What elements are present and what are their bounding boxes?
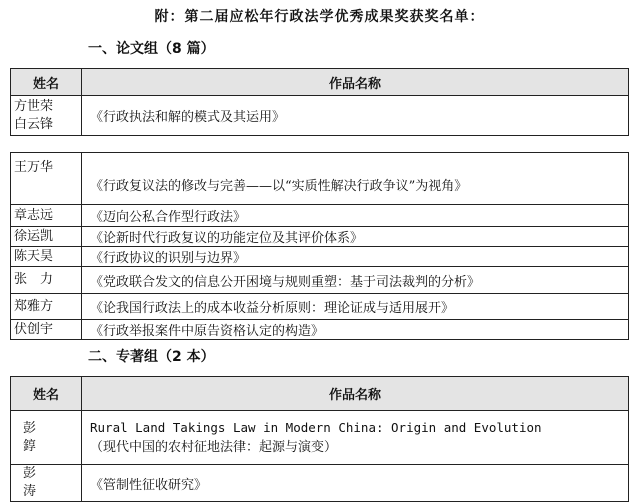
author-name: 白云锋 — [14, 116, 54, 132]
author-name: 徐运凯 — [11, 227, 82, 247]
work-subtitle: （现代中国的农村征地法律：起源与演变） — [90, 439, 338, 455]
section-heading-monographs: 二、专著组（2 本） — [88, 349, 215, 365]
header-name: 姓名 — [11, 69, 82, 96]
table-row — [11, 247, 629, 267]
work-title: 《行政执法和解的模式及其运用》 — [82, 96, 629, 136]
table-row — [11, 465, 629, 502]
header-name: 姓名 — [11, 377, 82, 411]
author-name: 彭 涛 — [11, 465, 82, 502]
table-row — [11, 294, 629, 320]
table-row — [11, 205, 629, 227]
page-title: 附：第二届应松年行政法学优秀成果奖获奖名单： — [154, 9, 485, 25]
table-header-row — [11, 69, 629, 96]
table-row — [11, 96, 629, 136]
work-title: 《迈向公私合作型行政法》 — [82, 205, 629, 227]
work-title-cell — [82, 411, 629, 465]
work-title: 《行政举报案件中原告资格认定的构造》 — [82, 320, 629, 340]
work-title: 《论我国行政法上的成本收益分析原则：理论证成与适用展开》 — [82, 294, 629, 320]
author-name: 彭 錞 — [11, 411, 82, 465]
work-title: 《论新时代行政复议的功能定位及其评价体系》 — [82, 227, 629, 247]
author-name: 张 力 — [11, 267, 82, 294]
work-title: Rural Land Takings Law in Modern China: Origin and Evolution — [90, 419, 542, 435]
author-name: 伏创宇 — [11, 320, 82, 340]
author-name: 章志远 — [11, 205, 82, 227]
work-title: 《党政联合发文的信息公开困境与规则重塑：基于司法裁判的分析》 — [82, 267, 629, 294]
work-title: 《管制性征收研究》 — [82, 465, 629, 502]
row-spacer — [11, 136, 629, 153]
table-row — [11, 320, 629, 340]
table-row — [11, 411, 629, 465]
table-header-row — [11, 377, 629, 411]
author-name: 王万华 — [11, 153, 82, 205]
header-work: 作品名称 — [82, 377, 629, 411]
table-row — [11, 227, 629, 247]
table-row — [11, 267, 629, 294]
header-work: 作品名称 — [82, 69, 629, 96]
section-heading-papers: 一、论文组（8 篇） — [88, 41, 215, 57]
author-cell — [11, 96, 82, 136]
work-title: 《行政协议的识别与边界》 — [82, 247, 629, 267]
author-name: 方世荣 — [14, 98, 54, 114]
work-title: 《行政复议法的修改与完善——以“实质性解决行政争议”为视角》 — [82, 153, 629, 205]
papers-table — [10, 68, 629, 340]
monographs-table — [10, 376, 629, 502]
table-row — [11, 153, 629, 205]
author-name: 陈天昊 — [11, 247, 82, 267]
author-name: 郑雅方 — [11, 294, 82, 320]
